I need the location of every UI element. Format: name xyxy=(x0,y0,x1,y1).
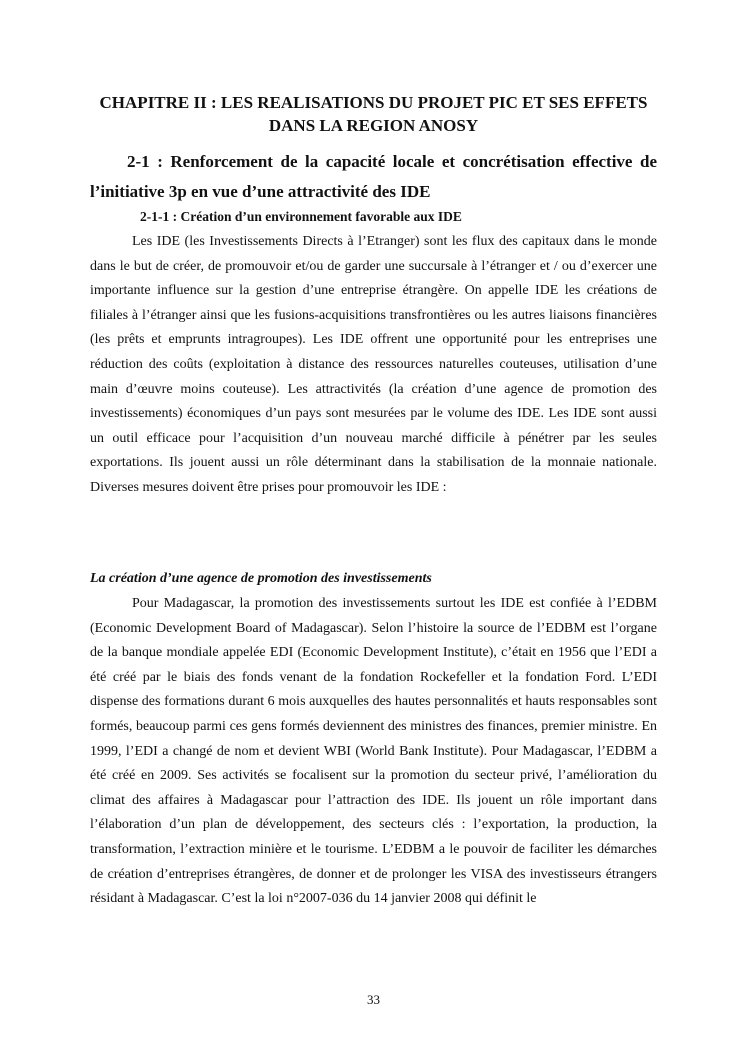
chapter-title-line1: CHAPITRE II : LES REALISATIONS DU PROJET PIC ET SES EFFETS xyxy=(99,93,648,112)
subsection-title: 2-1-1 : Création d’un environnement favorable aux IDE xyxy=(140,209,462,224)
document-page xyxy=(90,0,657,1053)
paragraph-edbm: Pour Madagascar, la promotion des investissements surtout les IDE est confiée à l’EDBM (Economic Development Board of Madagascar). Selon l’histoire la source de l’EDBM est l’organe de la banque mondiale appelée EDI (Economic Development Institute), c’était en 1956 que l’EDI a été créé par le biais des fonds venant de la fondation Rockefeller et la fondation Ford. L’EDI dispense des formations durant 6 mois auxquelles des hautes personnalités et hauts responsables sont formés, beaucoup parmi ces gens formés deviennent des ministres des finances, premier ministre. En 1999, l’EDI a changé de nom et devient WBI (World Bank Institute). Pour Madagascar, l’EDBM a été créé en 2009. Ses activités se focalisent sur la promotion du secteur privé, l’amélioration du climat des affaires à Madagascar pour l’attraction des IDE. Ils jouent un rôle important dans l’élaboration d’un plan de développement, des secteurs clés : l’exportation, la production, la transformation, l’extraction minière et le tourisme. L’EDBM a le pouvoir de faciliter les démarches de création d’entreprises étrangères, de donner et de prolonger les VISA des investisseurs étrangers résidant à Madagascar. C’est la loi n°2007-036 du 14 janvier 2008 qui définit le xyxy=(90,596,657,907)
section-title: 2-1 : Renforcement de la capacité locale et concrétisation effective de l’initiative 3p en vue d’une attractivité des IDE xyxy=(90,152,657,201)
chapter-title xyxy=(90,91,657,137)
page-number: 33 xyxy=(367,992,380,1007)
italic-heading-agency: La création d’une agence de promotion des investissements xyxy=(90,571,432,586)
paragraph-ide-definition: Les IDE (les Investissements Directs à l’Etranger) sont les flux des capitaux dans le monde dans le but de créer, de promouvoir et/ou de garder une succursale à l’étranger et / ou d’exercer une importante influence sur la gestion d’une entreprise étrangère. On appelle IDE les créations de filiales à l’étranger ainsi que les fusions-acquisitions transfrontières ou les autres liaisons financières (les prêts et emprunts intragroupes). Les IDE offrent une opportunité pour les entreprises une réduction des coûts (exploitation à distance des ressources naturelles couteuses, utilisation d’une main d’œuvre moins couteuse). Les attractivités (la création d’une agence de promotion des investissements) économiques d’un pays sont mesurées par le volume des IDE. Les IDE sont aussi un outil efficace pour l’acquisition d’un nouveau marché difficile à pénétrer par les seules exportations. Ils jouent aussi un rôle déterminant dans la stabilisation de la monnaie nationale. Diverses mesures doivent être prises pour promouvoir les IDE : xyxy=(90,234,657,495)
chapter-title-line2: DANS LA REGION ANOSY xyxy=(268,116,479,135)
